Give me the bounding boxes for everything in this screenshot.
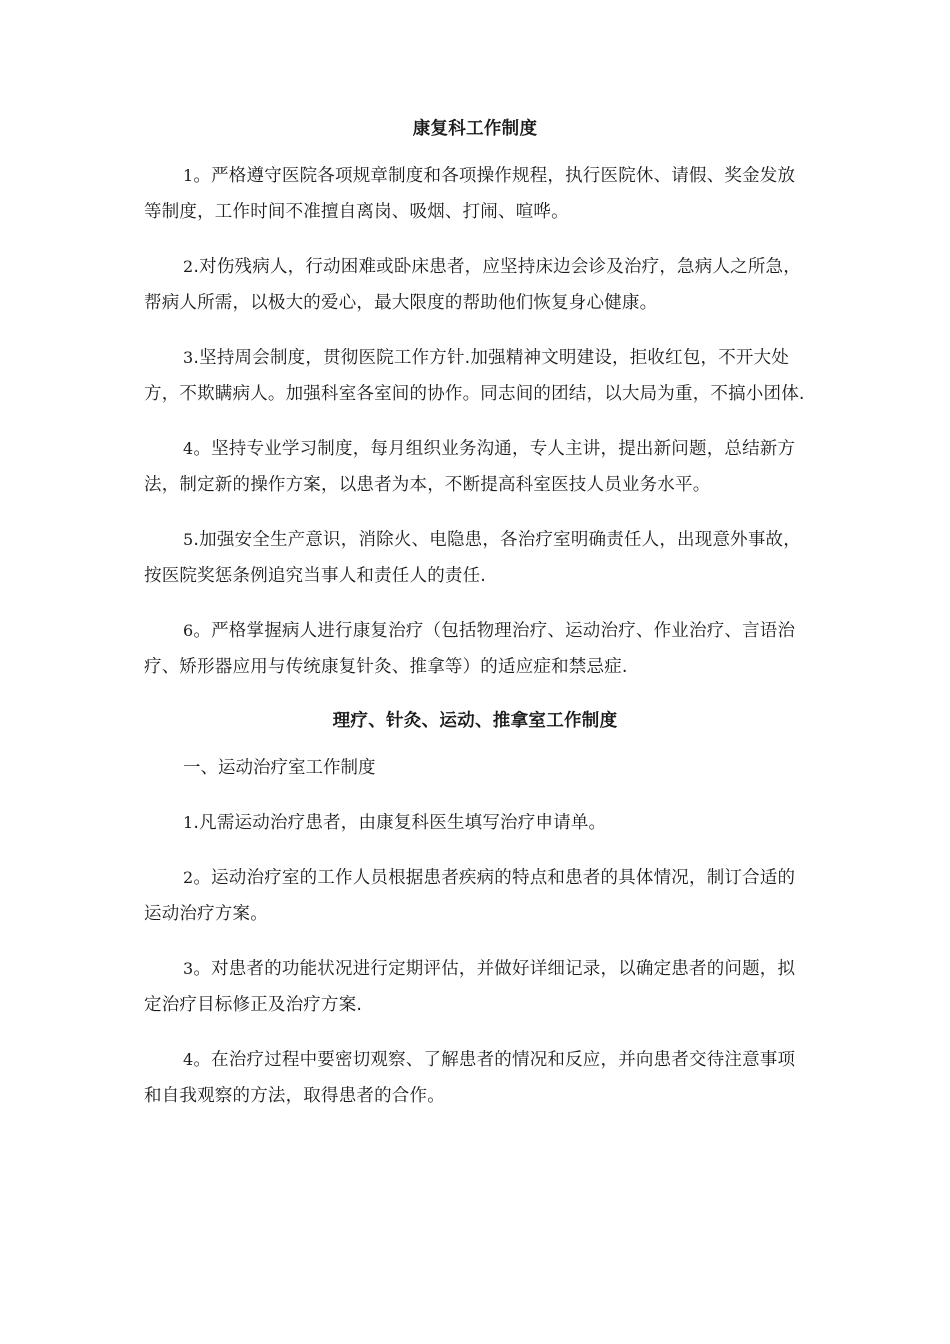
rule-text: 凡需运动治疗患者，由康复科医生填写治疗申请单。 (199, 813, 607, 833)
rule-paragraph (144, 522, 806, 594)
rule-paragraph (144, 951, 806, 1023)
rule-text: 严格遵守医院各项规章制度和各项操作规程，执行医院休、请假、奖金发放等制度，工作时间不准擅自离岗、吸烟、打闹、喧哗。 (144, 166, 796, 222)
rule-number: 5 (183, 530, 194, 549)
rule-separator: . (193, 348, 200, 368)
rule-separator: 。 (193, 959, 212, 979)
rule-paragraph (144, 431, 806, 503)
rule-separator: . (193, 530, 200, 550)
rule-number: 3 (183, 959, 194, 978)
rule-number: 4 (183, 1050, 194, 1069)
rule-text: 运动治疗室的工作人员根据患者疾病的特点和患者的具体情况，制订合适的运动治疗方案。 (144, 868, 796, 924)
rule-text: 坚持周会制度，贯彻医院工作方针.加强精神文明建设，拒收红包，不开大处方，不欺瞒病人。加强科室各室间的协作。同志间的团结，以大局为重，不搞小团体. (144, 348, 805, 404)
rule-paragraph (144, 1042, 806, 1114)
rule-separator: . (193, 257, 200, 277)
rule-number: 2 (183, 257, 194, 276)
rule-number: 4 (183, 439, 194, 458)
rule-paragraph (144, 158, 806, 230)
rule-separator: 。 (193, 439, 212, 459)
section-title: 理疗、针灸、运动、推拿室工作制度 (332, 711, 618, 731)
rule-separator: 。 (193, 166, 212, 186)
rule-number: 2 (183, 868, 194, 887)
rule-text: 严格掌握病人进行康复治疗（包括物理治疗、运动治疗、作业治疗、言语治疗、矫形器应用与传统康复针灸、推拿等）的适应症和禁忌症. (144, 621, 796, 677)
document-title: 康复科工作制度 (412, 119, 538, 139)
rule-text: 坚持专业学习制度，每月组织业务沟通，专人主讲，提出新问题，总结新方法，制定新的操作方案，以患者为本，不断提高科室医技人员业务水平。 (144, 439, 796, 495)
rule-paragraph (144, 860, 806, 932)
rule-text: 对患者的功能状况进行定期评估，并做好详细记录，以确定患者的问题，拟定治疗目标修正及治疗方案. (144, 959, 796, 1015)
rule-text: 在治疗过程中要密切观察、了解患者的情况和反应，并向患者交待注意事项和自我观察的方法，取得患者的合作。 (144, 1050, 796, 1106)
rule-separator: 。 (193, 621, 212, 641)
document-page (144, 112, 806, 1133)
rule-text: 加强安全生产意识，消除火、电隐患，各治疗室明确责任人，出现意外事故，按医院奖惩条例追究当事人和责任人的责任. (144, 530, 801, 586)
rule-number: 1 (183, 813, 194, 832)
rule-number: 1 (183, 166, 194, 185)
rule-separator: . (193, 813, 200, 833)
rule-number: 3 (183, 348, 194, 367)
rule-separator: 。 (193, 1050, 212, 1070)
rule-number: 6 (183, 621, 194, 640)
rule-separator: 。 (193, 868, 212, 888)
rule-paragraph (144, 805, 806, 841)
subsection-heading: 一、运动治疗室工作制度 (183, 758, 376, 778)
rule-paragraph (144, 340, 806, 412)
rule-paragraph (144, 613, 806, 685)
rule-paragraph (144, 249, 806, 321)
rule-text: 对伤残病人，行动困难或卧床患者，应坚持床边会诊及治疗，急病人之所急，帮病人所需，以极大的爱心，最大限度的帮助他们恢复身心健康。 (144, 257, 801, 313)
